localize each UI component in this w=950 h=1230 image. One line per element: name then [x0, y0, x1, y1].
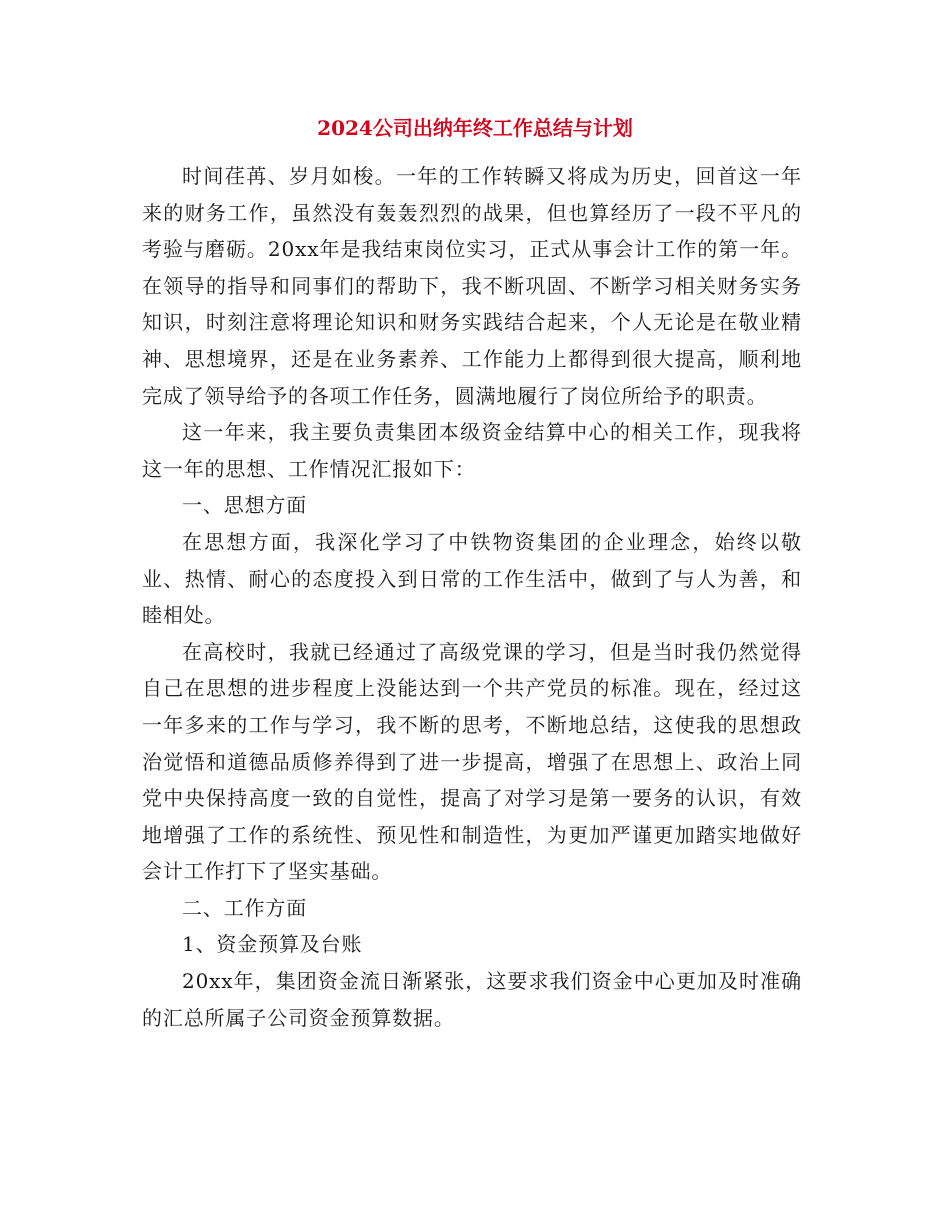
paragraph-thought-2: 在高校时，我就已经通过了高级党课的学习，但是当时我仍然觉得自己在思想的进步程度上没能达到一个共产党员的标准。现在，经过这一年多来的工作与学习，我不断的思考，不断地总结，这使我的思想政治觉悟和道德品质修养得到了进一步提高，增强了在思想上、政治上同党中央保持高度一致的自觉性，提高了对学习是第一要务的认识，有效地增强了工作的系统性、预见性和制造性，为更加严谨更加踏实地做好会计工作打下了坚实基础。 — [142, 639, 802, 884]
paragraph-intro: 时间荏苒、岁月如梭。一年的工作转瞬又将成为历史，回首这一年来的财务工作，虽然没有轰轰烈烈的战果，但也算经历了一段不平凡的考验与磨砺。20xx年是我结束岗位实习，正式从事会计工作的第一年。在领导的指导和同事们的帮助下，我不断巩固、不断学习相关财务实务知识，时刻注意将理论知识和财务实践结合起来，个人无论是在敬业精神、思想境界，还是在业务素养、工作能力上都得到很大提高，顺利地完成了领导给予的各项工作任务，圆满地履行了岗位所给予的职责。 — [142, 164, 802, 408]
section-heading-work: 二、工作方面 — [182, 895, 308, 920]
document-title: 2024公司出纳年终工作总结与计划 — [317, 116, 633, 140]
paragraph-budget: 20xx年，集团资金流日渐紧张，这要求我们资金中心更加及时准确的汇总所属子公司资金预算数据。 — [142, 969, 802, 1030]
paragraph-thought-1: 在思想方面，我深化学习了中铁物资集团的企业理念，始终以敬业、热情、耐心的态度投入到日常的工作生活中，做到了与人为善，和睦相处。 — [142, 529, 802, 628]
section-heading-thought: 一、思想方面 — [182, 493, 308, 518]
document-body — [142, 158, 802, 1036]
paragraph-overview: 这一年来，我主要负责集团本级资金结算中心的相关工作，现我将这一年的思想、工作情况汇报如下： — [142, 420, 802, 481]
subsection-heading-budget: 1、资金预算及台账 — [182, 932, 363, 957]
